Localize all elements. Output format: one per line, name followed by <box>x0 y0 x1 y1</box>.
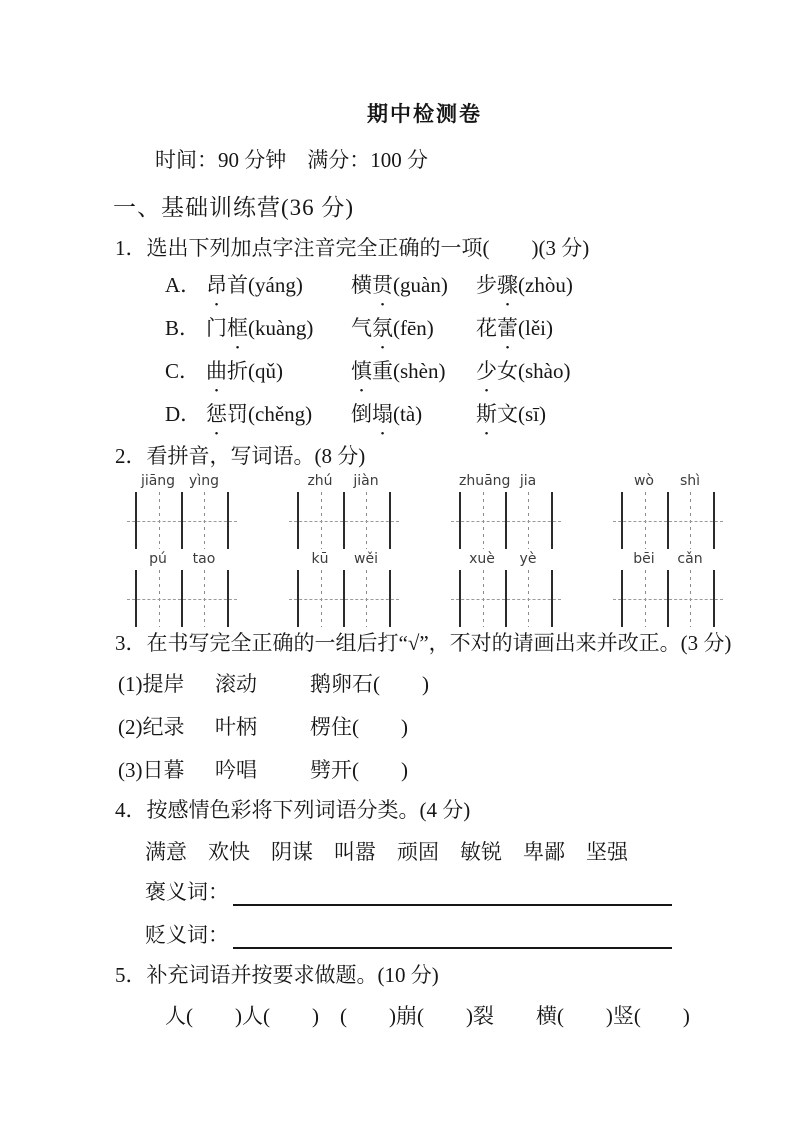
writing-grid <box>459 570 553 627</box>
q1-stem: 1．选出下列加点字注音完全正确的一项( )(3 分) <box>115 236 590 260</box>
dotted-char: 昂 <box>206 273 227 297</box>
q3-item-1: (1)提岸 滚动 鹅卵石( ) <box>118 672 429 696</box>
time-score-info: 时间：90 分钟 满分：100 分 <box>155 148 428 172</box>
dotted-char: 惩 <box>206 402 227 426</box>
pinyin-grid-group <box>135 551 227 627</box>
pinyin-label: zhú jiàn <box>307 473 379 489</box>
q1-word: 昂首(yáng) <box>206 269 351 299</box>
q4-positive-row <box>145 876 672 906</box>
answer-line <box>233 923 672 949</box>
pinyin-label: bēi cǎn <box>633 551 703 567</box>
dotted-char: 贯 <box>372 273 393 297</box>
q1-option-a <box>165 269 573 299</box>
q1-word: 横贯(guàn) <box>351 269 476 299</box>
writing-grid <box>135 492 229 549</box>
q1-word: 惩罚(chěng) <box>206 398 351 428</box>
q1-word: 步骤(zhòu) <box>476 269 573 299</box>
q1-word: 慎重(shèn) <box>351 355 476 385</box>
q1-word: 斯文(sī) <box>476 398 546 428</box>
pinyin-label: kū wěi <box>311 551 378 567</box>
q1-word: 花蕾(lěi) <box>476 312 553 342</box>
q1-option-c <box>165 355 570 385</box>
pinyin-label: pú tao <box>149 551 216 567</box>
dotted-char: 氛 <box>372 316 393 340</box>
writing-grid <box>135 570 229 627</box>
q4-word-list: 满意 欢快 阴谋 叫嚣 顽固 敏锐 卑鄙 坚强 <box>145 840 628 864</box>
dotted-char: 骤 <box>497 273 518 297</box>
pinyin-grid-group <box>297 473 389 549</box>
q1-option-d <box>165 398 546 428</box>
dotted-char: 蕾 <box>497 316 518 340</box>
section-1-heading: 一、基础训练营(36 分) <box>113 195 355 220</box>
q1-option-b <box>165 312 553 342</box>
positive-label: 褒义词： <box>145 880 229 904</box>
q2-grid-row-1 <box>135 473 713 549</box>
pinyin-grid-group <box>297 551 389 627</box>
pinyin-grid-group <box>621 473 713 549</box>
q1-word: 少女(shào) <box>476 355 570 385</box>
q4-negative-row <box>145 919 672 949</box>
writing-grid <box>297 492 391 549</box>
pinyin-label: jiāng yìng <box>140 473 219 489</box>
q3-item-3: (3)日暮 吟唱 劈开( ) <box>118 758 408 782</box>
q1-word: 倒塌(tà) <box>351 398 476 428</box>
dotted-char: 少 <box>476 359 497 383</box>
pinyin-label: xuè yè <box>469 551 537 567</box>
option-label: B． <box>165 316 201 340</box>
dotted-char: 塌 <box>372 402 393 426</box>
q5-stem: 5．补充词语并按要求做题。(10 分) <box>115 963 439 987</box>
q1-word: 曲折(qǔ) <box>206 355 351 385</box>
q4-stem: 4．按感情色彩将下列词语分类。(4 分) <box>115 798 471 822</box>
pinyin-label: wò shì <box>633 473 701 489</box>
q1-word: 气氛(fēn) <box>351 312 476 342</box>
option-label: D． <box>165 402 202 426</box>
q3-item-2: (2)纪录 叶柄 楞住( ) <box>118 715 408 739</box>
pinyin-grid-group <box>459 473 551 549</box>
writing-grid <box>297 570 391 627</box>
dotted-char: 曲 <box>206 359 227 383</box>
dotted-char: 框 <box>227 316 248 340</box>
q5-blanks-line: 人( )人( ) ( )崩( )裂 横( )竖( ) <box>165 1004 690 1028</box>
dotted-char: 斯 <box>476 402 497 426</box>
writing-grid <box>459 492 553 549</box>
q2-grid-row-2 <box>135 551 713 627</box>
pinyin-grid-group <box>459 551 551 627</box>
pinyin-label: zhuāng jia <box>459 473 537 489</box>
q3-stem: 3．在书写完全正确的一组后打“√”，不对的请画出来并改正。(3 分) <box>115 631 732 655</box>
pinyin-grid-group <box>135 473 227 549</box>
negative-label: 贬义词： <box>145 923 229 947</box>
page-title: 期中检测卷 <box>367 102 482 126</box>
writing-grid <box>621 492 715 549</box>
q1-word: 门框(kuàng) <box>206 312 351 342</box>
answer-line <box>233 880 672 906</box>
pinyin-grid-group <box>621 551 713 627</box>
writing-grid <box>621 570 715 627</box>
option-label: A． <box>165 273 202 297</box>
q2-stem: 2．看拼音，写词语。(8 分) <box>115 444 366 468</box>
dotted-char: 慎 <box>351 359 372 383</box>
option-label: C． <box>165 359 201 383</box>
